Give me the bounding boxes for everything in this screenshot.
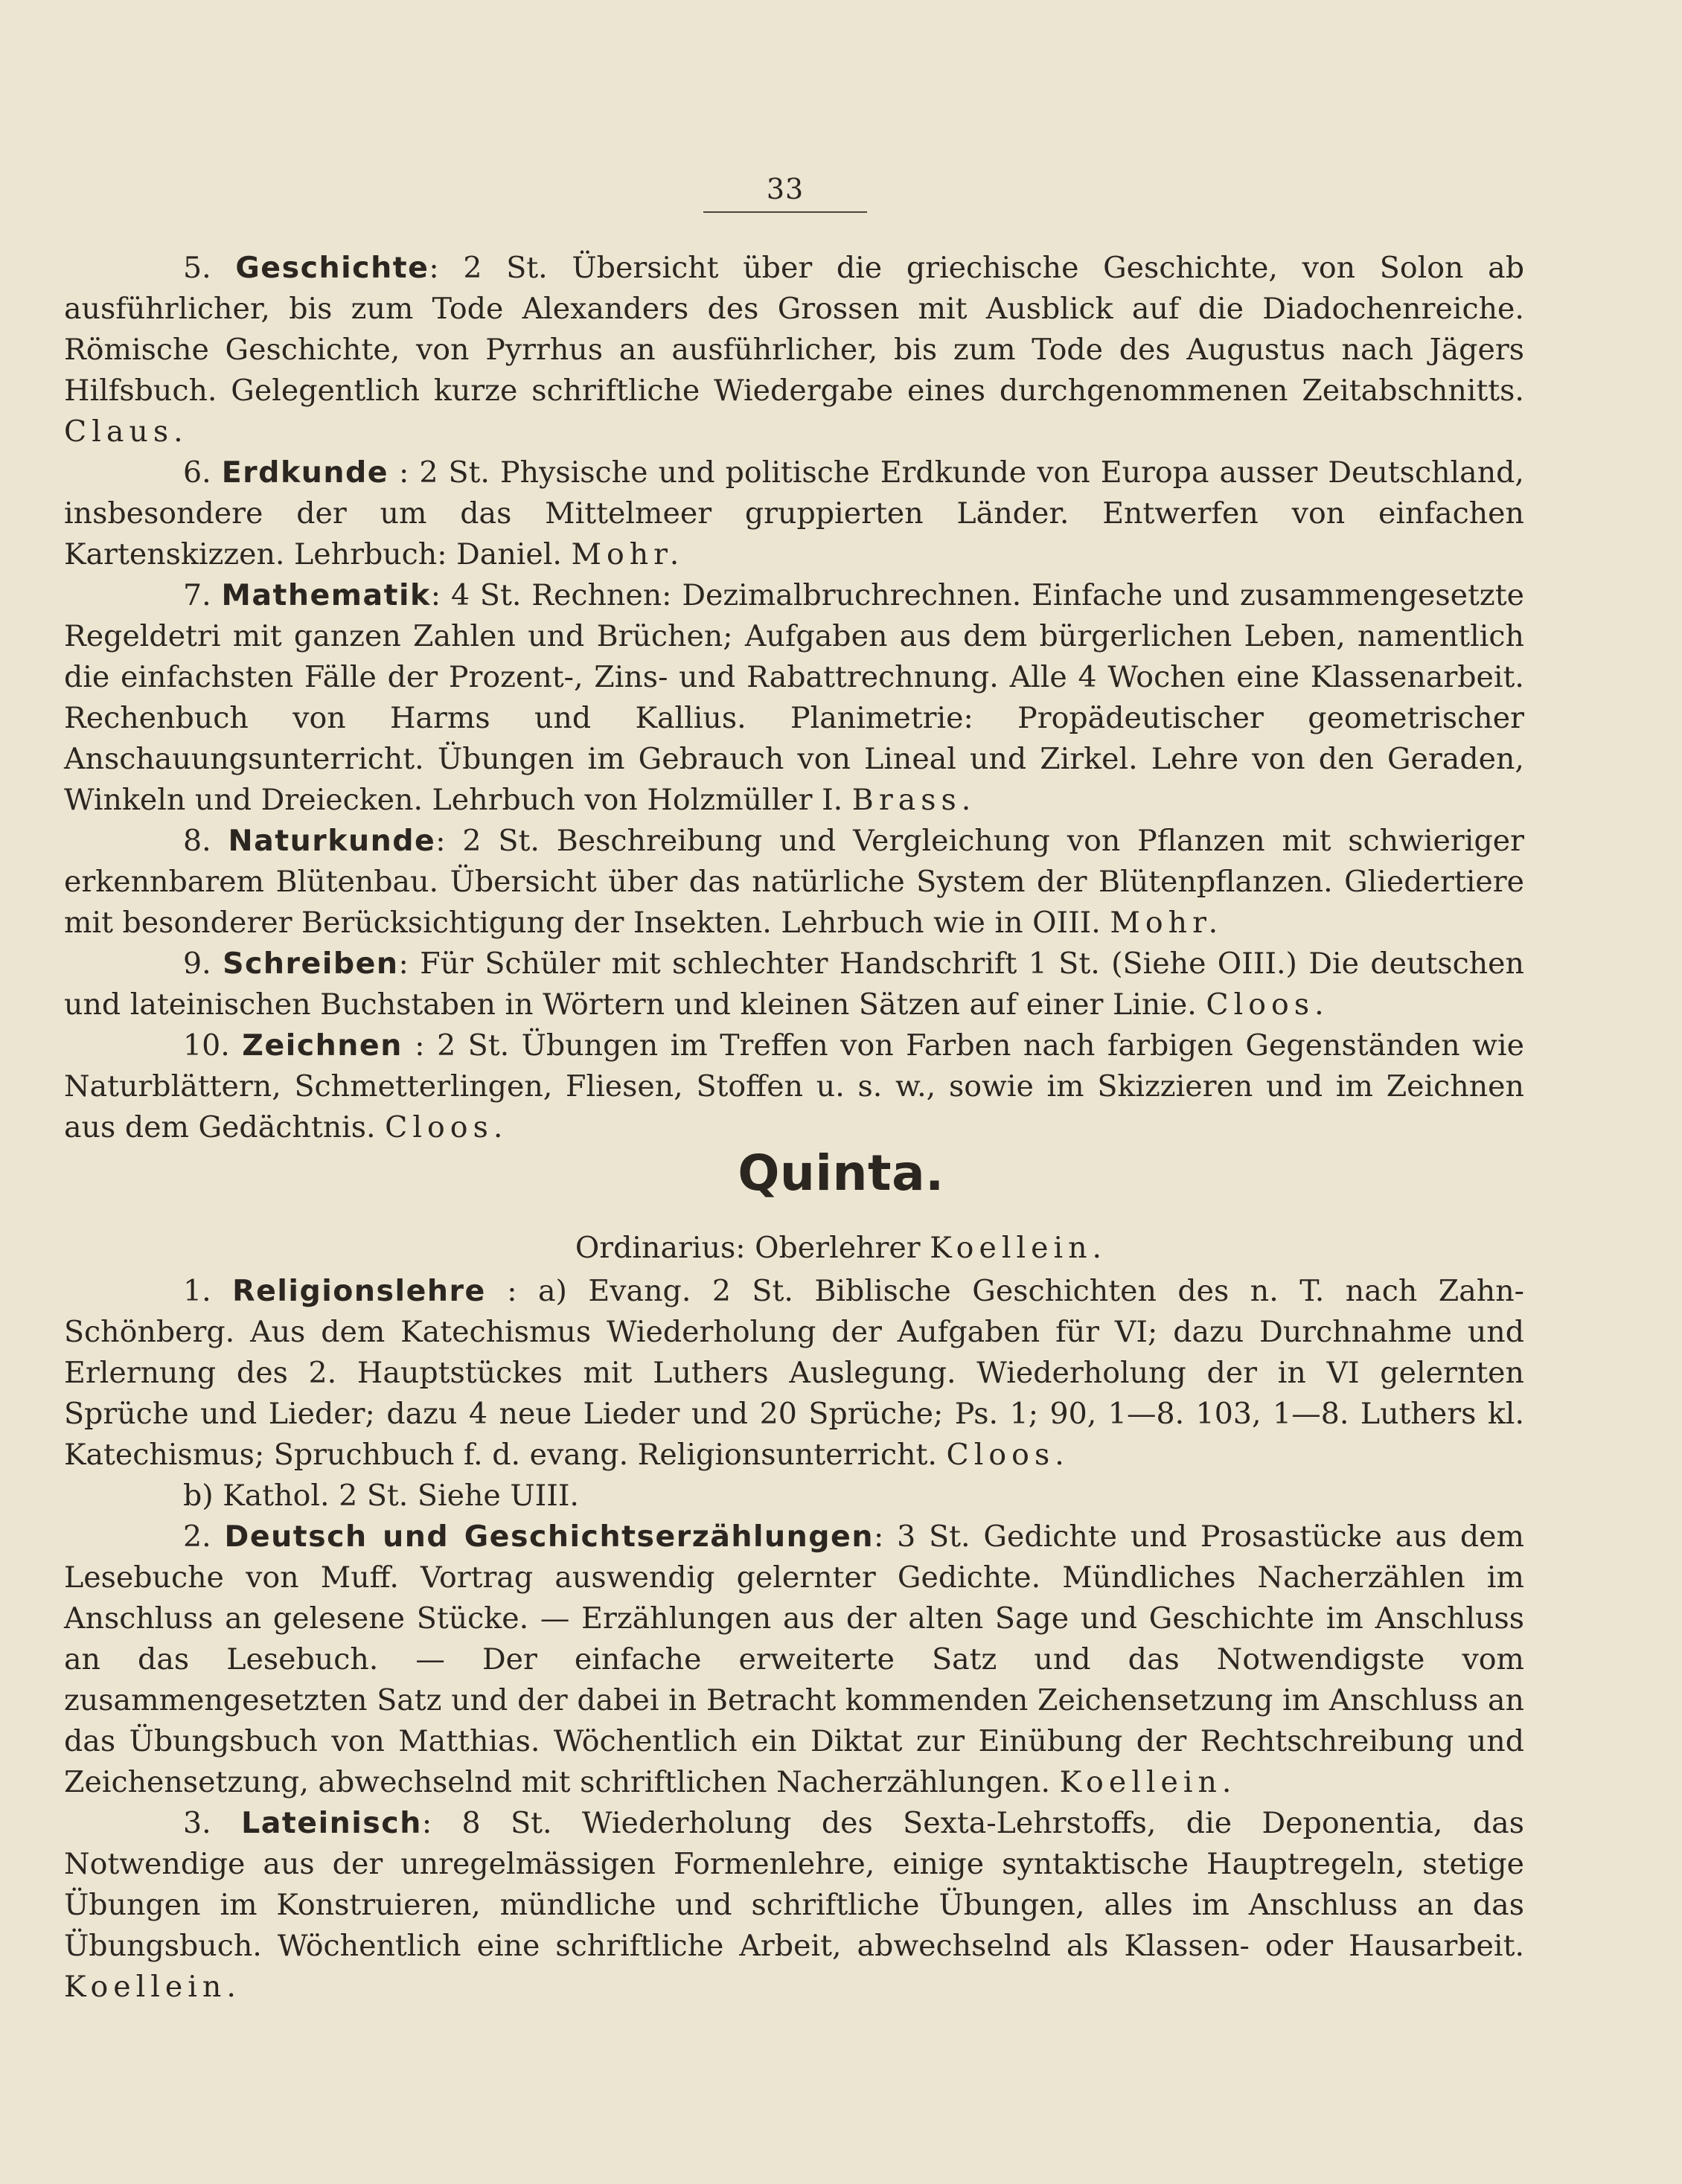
subject-description: 3 St. Gedichte und Prosastücke aus dem Lesebuche von Muff. Vortrag auswendig gelernter Gedichte. Mündliches Nacherzählen im Anschluss an gelesene Stücke. — Erzählungen aus der alten Sage und Geschichte im Anschluss an das Lesebuch. — Der einfache erweiterte Satz und das Notwendigste vom zusammengesetzten Satz und der dabei in Betracht kommenden Zeichensetzung im Anschluss an das Übungsbuch von Matthias. Wöchentlich ein Diktat zur Einübung der Rechtschreibung und Zeichensetzung, abwechselnd mit schriftlichen Nacherzählungen. (64, 1519, 1525, 1799)
curriculum-paragraph (64, 944, 1524, 1025)
subject-separator: : (402, 1028, 425, 1063)
page-number: 33 (766, 173, 805, 205)
subject-description: 2 St. Beschreibung und Vergleichung von Pflanzen mit schwieriger erkennbarem Blütenbau. Übersicht über das natürliche System der Blütenpflanzen. Gliedertiere mit besonderer Berücksichtigung der Insekten. Lehrbuch wie in OIII. (64, 824, 1524, 940)
curriculum-paragraph (64, 1025, 1524, 1148)
upper-sections (64, 248, 1524, 1148)
subject-separator: : (873, 1519, 884, 1554)
section-number: 8. (183, 824, 211, 858)
subject-separator: : (421, 1806, 432, 1840)
subject-heading: Mathematik (221, 578, 431, 612)
teacher-name: Koellein. (1059, 1765, 1237, 1799)
subject-heading: Lateinisch (241, 1806, 422, 1840)
subject-description: 2 St. Physische und politische Erdkunde von Europa ausser Deutschland, insbesondere der um das Mittelmeer gruppierten Länder. Entwerfen von einfachen Kartenskizzen. Lehrbuch: Daniel. (64, 455, 1524, 571)
teacher-name: Brass. (851, 783, 976, 817)
section-title: Quinta. (738, 1144, 944, 1202)
section-number: 5. (183, 251, 211, 285)
subject-description: 4 St. Rechnen: Dezimalbruchrechnen. Einfache und zusammengesetzte Regeldetri mit ganzen Zahlen und Brüchen; Aufgaben aus dem bürgerlichen Leben, namentlich die einfachsten Fälle der Prozent-, Zins- und Rabattrechnung. Alle 4 Wochen eine Klassenarbeit. Rechenbuch von Harms und Kallius. Planimetrie: Propädeutischer geometrischer Anschauungsunterricht. Übungen im Gebrauch von Lineal und Zirkel. Lehre von den Geraden, Winkeln und Dreiecken. Lehrbuch von Holzmüller I. (64, 578, 1524, 817)
quinta-sections (64, 1271, 1524, 2008)
ordinarius-label: Ordinarius: Oberlehrer (575, 1231, 930, 1265)
section-number: 9. (183, 947, 211, 981)
curriculum-paragraph (64, 575, 1524, 821)
subject-separator: : (398, 947, 409, 981)
teacher-name: Mohr. (571, 537, 685, 571)
section-number: 10. (183, 1028, 230, 1063)
teacher-name: Cloos. (946, 1438, 1069, 1472)
teacher-name: Cloos. (1206, 987, 1329, 1022)
teacher-name: Koellein. (64, 1970, 241, 2004)
ordinarius-line (0, 1231, 1682, 1265)
curriculum-paragraph (64, 452, 1524, 575)
teacher-name: Claus. (64, 414, 188, 449)
teacher-name: Cloos. (385, 1110, 508, 1144)
section-number: 1. (183, 1274, 211, 1308)
subject-description: 2 St. Übersicht über die griechische Geschichte, von Solon ab ausführlicher, bis zum Tode Alexanders des Grossen mit Ausblick auf die Diadochenreiche. Römische Geschichte, von Pyrrhus an ausführlicher, bis zum Tode des Augustus nach Jägers Hilfsbuch. Gelegentlich kurze schriftliche Wiedergabe eines durchgenommenen Zeitabschnitts. (64, 251, 1524, 408)
subject-description: 2 St. Übungen im Treffen von Farben nach farbigen Gegenständen wie Naturblättern, Schmetterlingen, Fliesen, Stoffen u. s. w., sowie im Skizzieren und im Zeichnen aus dem Gedächtnis. (64, 1028, 1524, 1144)
subject-description: b) Kathol. 2 St. Siehe UIII. (183, 1479, 579, 1513)
ordinarius-name: Koellein. (930, 1231, 1107, 1265)
subject-separator: : (429, 251, 439, 285)
curriculum-paragraph (64, 248, 1524, 452)
curriculum-paragraph (64, 1271, 1524, 1476)
section-number: 7. (183, 578, 211, 612)
subject-separator: : (435, 824, 446, 858)
subject-separator: : (388, 455, 409, 490)
curriculum-paragraph (64, 1476, 1524, 1517)
subject-heading: Erdkunde (221, 455, 389, 490)
curriculum-paragraph (64, 1803, 1524, 2008)
subject-heading: Zeichnen (242, 1028, 403, 1063)
subject-separator: : (430, 578, 441, 612)
subject-heading: Schreiben (223, 947, 399, 981)
subject-heading: Naturkunde (228, 824, 436, 858)
subject-description: a) Evang. 2 St. Biblische Geschichten des n. T. nach Zahn-Schönberg. Aus dem Katechismus Wiederholung der Aufgaben für VI; dazu Durchnahme und Erlernung des 2. Hauptstückes mit Luthers Auslegung. Wiederholung der in VI gelernten Sprüche und Lieder; dazu 4 neue Lieder und 20 Sprüche; Ps. 1; 90, 1—8. 103, 1—8. Luthers kl. Katechismus; Spruchbuch f. d. evang. Religionsunterricht. (64, 1274, 1524, 1472)
section-number: 3. (183, 1806, 211, 1840)
section-number: 2. (183, 1519, 211, 1554)
subject-description: 8 St. Wiederholung des Sexta-Lehrstoffs, die Deponentia, das Notwendige aus der unregelmässigen Formenlehre, einige syntaktische Hauptregeln, stetige Übungen im Konstruieren, mündliche und schriftliche Übungen, alles im Anschluss an das Übungsbuch. Wöchentlich eine schriftliche Arbeit, abwechselnd als Klassen- oder Hausarbeit. (64, 1806, 1524, 1963)
subject-separator: : (485, 1274, 517, 1308)
subject-heading: Geschichte (235, 251, 429, 285)
teacher-name: Mohr. (1110, 906, 1224, 940)
curriculum-paragraph (64, 821, 1524, 944)
subject-heading: Deutsch und Geschichtserzählungen (224, 1519, 874, 1554)
subject-description: Für Schüler mit schlechter Handschrift 1 St. (Siehe OIII.) Die deutschen und lateinischen Buchstaben in Wörtern und kleinen Sätzen auf einer Linie. (64, 947, 1524, 1022)
subject-heading: Religionslehre (232, 1274, 486, 1308)
section-number: 6. (183, 455, 211, 490)
header-rule (703, 211, 867, 213)
curriculum-paragraph (64, 1517, 1524, 1803)
